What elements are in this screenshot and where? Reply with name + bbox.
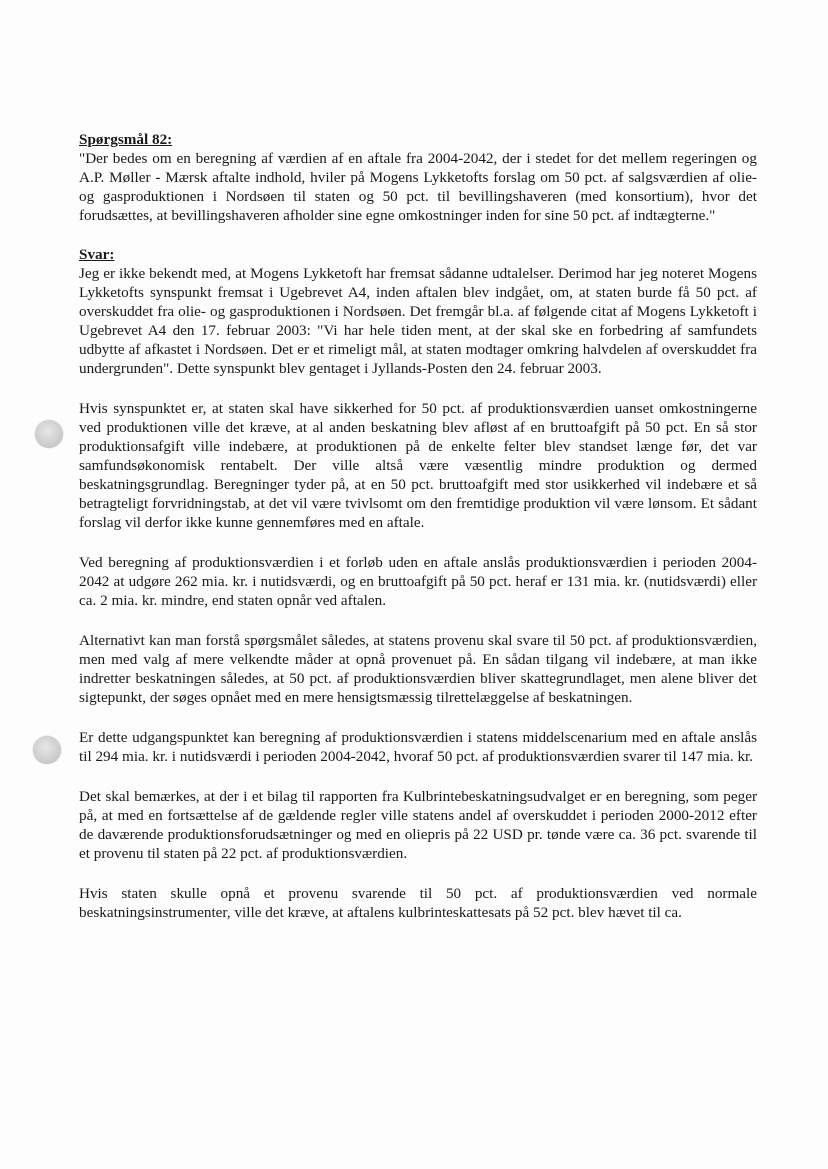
answer-heading: Svar: xyxy=(79,246,115,263)
answer-paragraph-3: Ved beregning af produktionsværdien i et forløb uden en aftale anslås produktionsværdien i perioden 2004-2042 at udgøre 262 mia. kr. i nutidsværdi, og en bruttoafgift på 50 pct. heraf er 131 mia. kr. (nutidsværdi) eller ca. 2 mia. kr. mindre, end staten opnår ved aftalen. xyxy=(79,554,757,609)
question-text: "Der bedes om en beregning af værdien af en aftale fra 2004-2042, der i stedet for det mellem regeringen og A.P. Møller - Mærsk aftalte indhold, hviler på Mogens Lykketofts forslag om 50 pct. af salgsværdien af olie- og gasproduktionen i Nordsøen til staten og 50 pct. til bevillingshaveren (med konsortium), hvor det forudsættes, at bevillingshaveren afholder sine egne omkostninger inden for sine 50 pct. af indtægterne." xyxy=(79,150,757,224)
answer-paragraph-1: Jeg er ikke bekendt med, at Mogens Lykketoft har fremsat sådanne udtalelser. Derimod har jeg noteret Mogens Lykketofts synspunkt fremsat i Ugebrevet A4, inden aftalen blev indgået, om, at staten burde få 50 pct. af overskuddet fra olie- og gasproduktionen i Nordsøen. Det fremgår bl.a. af følgende citat af Mogens Lykketoft i Ugebrevet A4 den 17. februar 2003: "Vi har hele tiden ment, at der skal ske en forbedring af samfundets udbytte af afkastet i Nordsøen. Det er et rimeligt mål, at staten modtager omkring halvdelen af overskuddet fra undergrunden". Dette synspunkt blev gentaget i Jyllands-Posten den 24. februar 2003. xyxy=(79,265,757,377)
question-heading: Spørgsmål 82: xyxy=(79,131,173,148)
answer-paragraph-5: Er dette udgangspunktet kan beregning af produktionsværdien i statens middelscenarium med en aftale anslås til 294 mia. kr. i nutidsværdi i perioden 2004-2042, hvoraf 50 pct. af produktionsværdien svarer til 147 mia. kr. xyxy=(79,729,757,765)
answer-paragraph-6: Det skal bemærkes, at der i et bilag til rapporten fra Kulbrintebeskatningsudvalget er en beregning, som peger på, at med en fortsættelse af de gældende regler ville statens andel af overskuddet i perioden 2000-2012 efter de daværende produktionsforudsætninger og med en oliepris på 22 USD pr. tønde være ca. 36 pct. svarende til et provenu til staten på 22 pct. af produktionsværdien. xyxy=(79,788,757,862)
answer-paragraph-4: Alternativt kan man forstå spørgsmålet således, at statens provenu skal svare til 50 pct. af produktionsværdien, men med valg af mere velkendte måder at opnå provenuet på. En sådan tilgang vil indebære, at man ikke indretter beskatningen således, at 50 pct. af produktionsværdien bliver skattegrundlaget, men alene bliver det sigtepunkt, der søges opnået med en mere hensigtsmæssig tilrettelæggelse af beskatningen. xyxy=(79,632,757,706)
punch-hole-top xyxy=(35,420,63,448)
answer-paragraph-7: Hvis staten skulle opnå et provenu svarende til 50 pct. af produktionsværdien ved normale beskatningsinstrumenter, ville det kræve, at aftalens kulbrinteskattesats på 52 pct. blev hævet til ca. xyxy=(79,885,757,921)
punch-hole-bottom xyxy=(33,736,61,764)
answer-paragraph-2: Hvis synspunktet er, at staten skal have sikkerhed for 50 pct. af produktionsværdien uanset omkostningerne ved produktionen ville det kræve, at al anden beskatning blev afløst af en bruttoafgift på 50 pct. En så stor produktionsafgift ville indebære, at produktionen på de enkelte felter blev standset længe før, det var samfundsøkonomisk rentabelt. Der ville altså være væsentlig mindre produktion og dermed beskatningsgrundlag. Beregninger tyder på, at en 50 pct. bruttoafgift med stor usikkerhed vil indebære et så betragteligt forvridningstab, at det vil være tvivlsomt om den fremtidige produktion vil være lønsom. Et sådant forslag vil derfor ikke kunne gennemføres med en aftale. xyxy=(79,400,757,531)
document-body xyxy=(79,130,757,922)
